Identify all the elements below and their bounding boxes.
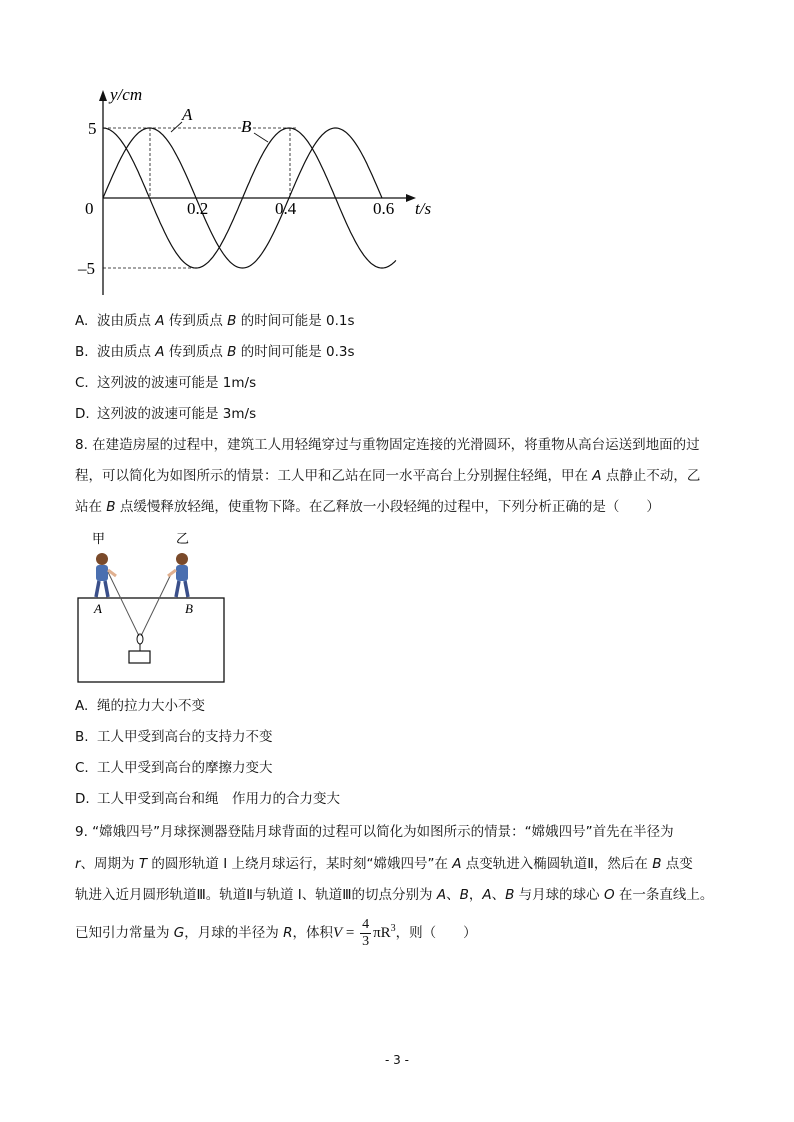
label-yi: 乙 <box>176 531 190 546</box>
q7-option-d: D. 这列波的波速可能是 3m/s <box>75 406 257 422</box>
q7-option-a: A. 波由质点 A 传到质点 B 的时间可能是 0.1s <box>75 313 355 329</box>
q9-stem-line4: 已知引力常量为 G，月球的半径为 R，体积V = $\frac{4}{3}$ $\pi R^3$，则（ ） <box>75 917 477 950</box>
q9-stem-line3: 轨进入近月圆形轨道Ⅲ。轨道Ⅱ与轨道 I、轨道Ⅲ的切点分别为 A、B，A、B 与月球的球心 O 在一条直线上。 <box>75 887 714 903</box>
ring <box>137 634 143 644</box>
q8-stem-line2: 程，可以简化为如图所示的情景：工人甲和乙站在同一水平高台上分别握住轻绳，甲在 A 点静止不动，乙 <box>75 468 701 484</box>
wave-graph <box>70 80 450 300</box>
x-tick-label: 0.2 <box>187 199 209 218</box>
q9-stem-line2: r、周期为 T 的圆形轨道 I 上绕月球运行，某时刻“嫦娥四号”在 A 点变轨进入椭圆轨道Ⅱ，然后在 B 点变 <box>75 856 693 872</box>
label-jia: 甲 <box>92 531 106 546</box>
curve-a-pointer <box>171 122 182 132</box>
curve-b-label: B <box>241 117 252 136</box>
rope-right <box>141 572 172 636</box>
q8-option-b: B. 工人甲受到高台的支持力不变 <box>75 729 273 745</box>
fraction: $\frac{4}{3}$ <box>362 917 370 950</box>
label-point-a: A <box>94 601 102 616</box>
curve-b-pointer <box>254 133 268 142</box>
y-tick-label: 5 <box>88 119 97 138</box>
curve-a-label: A <box>182 105 193 124</box>
y-axis-label: y/cm <box>110 85 143 104</box>
x-tick-label: 0.6 <box>373 199 395 218</box>
q9-stem-line1: 9. “嫦娥四号”月球探测器登陆月球背面的过程可以简化为如图所示的情景：“嫦娥四号”首先在半径为 <box>75 824 674 840</box>
x-axis-label: t/s <box>415 199 432 218</box>
volume-formula: V = $\frac{4}{3}$ $\pi R^3$ <box>332 917 396 950</box>
q8-option-d: D. 工人甲受到高台和绳 作用力的合力变大 <box>75 791 340 807</box>
x-tick-label: 0.4 <box>275 199 297 218</box>
label-point-b: B <box>185 601 193 616</box>
q8-option-c: C. 工人甲受到高台的摩擦力变大 <box>75 760 273 776</box>
q8-stem-line1: 8. 在建造房屋的过程中，建筑工人用轻绳穿过与重物固定连接的光滑圆环，将重物从高台运送到地面的过 <box>75 437 700 453</box>
y-tick-label: –5 <box>78 259 95 278</box>
q8-stem-line3: 站在 B 点缓慢释放轻绳，使重物下降。在乙释放一小段轻绳的过程中，下列分析正确的是（ ） <box>75 499 660 515</box>
q8-figure <box>72 526 232 686</box>
worker-yi <box>168 553 188 597</box>
page-number: - 3 - <box>385 1053 409 1067</box>
origin-label: 0 <box>85 199 94 218</box>
q7-option-b: B. 波由质点 A 传到质点 B 的时间可能是 0.3s <box>75 344 355 360</box>
worker-jia <box>96 553 116 597</box>
y-axis-arrow <box>99 90 107 101</box>
q7-option-c: C. 这列波的波速可能是 1m/s <box>75 375 257 391</box>
weight <box>129 651 150 663</box>
q8-option-a: A. 绳的拉力大小不变 <box>75 698 205 714</box>
rope-left <box>108 572 139 636</box>
